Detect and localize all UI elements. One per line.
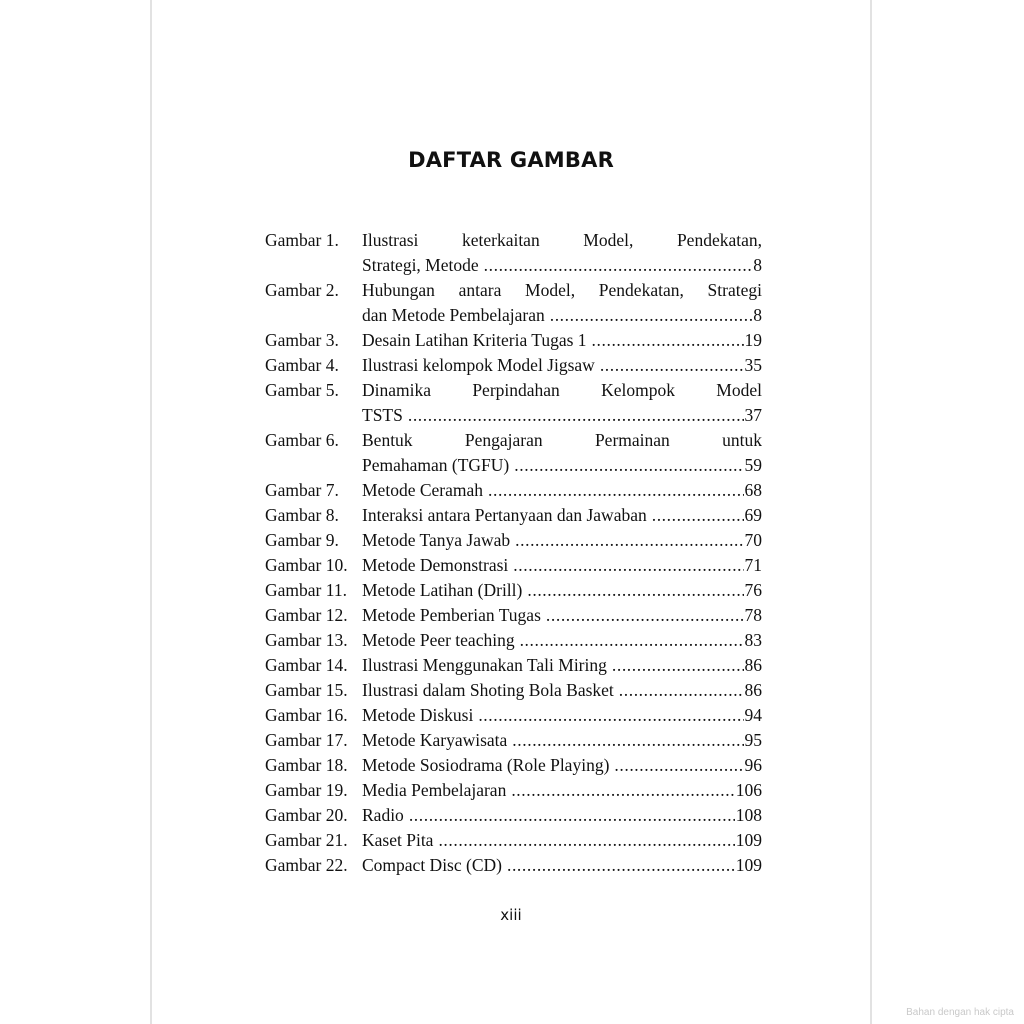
figure-label: Gambar 22. (265, 855, 348, 875)
page-ref: 106 (735, 780, 762, 800)
figure-title-leader-line (362, 553, 762, 578)
figure-title: Media Pembelajaran (362, 780, 507, 800)
dot-leader (515, 528, 743, 553)
figure-title-leader-line (362, 828, 762, 853)
page-number: xiii (500, 906, 522, 924)
figure-title-word: Pendekatan, (676, 230, 762, 250)
figure-title: Metode Karyawisata (362, 730, 508, 750)
page-ref: 8 (753, 305, 762, 325)
figure-title: Compact Disc (CD) (362, 855, 502, 875)
figure-title-word: Pendekatan, (598, 280, 684, 300)
figure-title-leader-line (362, 528, 762, 553)
dot-leader (514, 453, 743, 478)
figure-title-first-line (362, 278, 762, 303)
figure-title-word: Hubungan (362, 280, 435, 300)
figure-title-first-line (362, 378, 762, 403)
dot-leader (408, 403, 744, 428)
dot-leader (484, 253, 753, 278)
figure-title: Metode Pemberian Tugas (362, 605, 541, 625)
figure-title-leader-line (362, 678, 762, 703)
page-ref: 95 (744, 730, 762, 750)
page-ref: 68 (744, 480, 762, 500)
figure-title-leader-line (362, 353, 762, 378)
figure-title-word: Model (716, 380, 762, 400)
figure-label: Gambar 2. (265, 280, 339, 300)
figure-title: Metode Tanya Jawab (362, 530, 511, 550)
page-ref: 69 (744, 505, 762, 525)
figure-title-word: Strategi (707, 280, 762, 300)
figure-title-leader-line (362, 628, 762, 653)
figure-label: Gambar 19. (265, 780, 348, 800)
page-ref: 70 (744, 530, 762, 550)
dot-leader (409, 803, 735, 828)
figure-label: Gambar 15. (265, 680, 348, 700)
figure-title-leader-line (362, 653, 762, 678)
watermark: Bahan dengan hak cipta (906, 1007, 1014, 1018)
page-ref: 86 (744, 680, 762, 700)
figure-title-word: antara (458, 280, 502, 300)
figure-title: Metode Ceramah (362, 480, 483, 500)
figure-title-word: untuk (722, 430, 762, 450)
figure-label: Gambar 13. (265, 630, 348, 650)
figure-title-first-line (362, 228, 762, 253)
figure-label: Gambar 3. (265, 330, 339, 350)
figure-title-leader-line (362, 503, 762, 528)
figure-label: Gambar 9. (265, 530, 339, 550)
dot-leader (488, 478, 744, 503)
figure-title: Metode Diskusi (362, 705, 474, 725)
figure-label: Gambar 16. (265, 705, 348, 725)
page-ref: 96 (744, 755, 762, 775)
figure-title: Ilustrasi kelompok Model Jigsaw (362, 355, 595, 375)
figure-title-word: Dinamika (362, 380, 432, 400)
page-ref: 109 (735, 830, 762, 850)
dot-leader (612, 653, 744, 678)
figure-label: Gambar 7. (265, 480, 339, 500)
figure-title: Metode Latihan (Drill) (362, 580, 523, 600)
figure-label: Gambar 6. (265, 430, 339, 450)
page-ref: 59 (744, 455, 762, 475)
dot-leader (478, 703, 743, 728)
figure-title-leader-line (362, 303, 762, 328)
figure-title-leader-line (362, 728, 762, 753)
page-ref: 8 (753, 255, 762, 275)
figure-label: Gambar 18. (265, 755, 348, 775)
document-page (150, 0, 872, 1024)
figure-title-leader-line (362, 578, 762, 603)
figure-label: Gambar 14. (265, 655, 348, 675)
page-ref: 19 (744, 330, 762, 350)
figure-label: Gambar 10. (265, 555, 348, 575)
figure-label: Gambar 21. (265, 830, 348, 850)
figure-label: Gambar 20. (265, 805, 348, 825)
figure-title: dan Metode Pembelajaran (362, 305, 545, 325)
dot-leader (507, 853, 735, 878)
dot-leader (512, 728, 743, 753)
figure-label: Gambar 17. (265, 730, 348, 750)
page-ref: 71 (744, 555, 762, 575)
figure-title-leader-line (362, 703, 762, 728)
figure-title-word: keterkaitan (461, 230, 540, 250)
figure-label: Gambar 4. (265, 355, 339, 375)
figure-title-leader-line (362, 478, 762, 503)
figure-title-word: Bentuk (362, 430, 413, 450)
figure-title-word: Model, (525, 280, 576, 300)
dot-leader (614, 753, 743, 778)
dot-leader (546, 603, 744, 628)
page-ref: 78 (744, 605, 762, 625)
dot-leader (527, 578, 743, 603)
page-title: DAFTAR GAMBAR (408, 148, 614, 172)
figure-title-leader-line (362, 753, 762, 778)
figure-title: Radio (362, 805, 404, 825)
dot-leader (520, 628, 744, 653)
figure-label: Gambar 5. (265, 380, 339, 400)
dot-leader (619, 678, 744, 703)
figure-title: Metode Sosiodrama (Role Playing) (362, 755, 610, 775)
figure-title: Interaksi antara Pertanyaan dan Jawaban (362, 505, 647, 525)
figure-title-first-line (362, 428, 762, 453)
page-ref: 86 (744, 655, 762, 675)
figure-label: Gambar 8. (265, 505, 339, 525)
figure-title-leader-line (362, 778, 762, 803)
figure-title-leader-line (362, 403, 762, 428)
figure-title: Pemahaman (TGFU) (362, 455, 510, 475)
figure-label: Gambar 12. (265, 605, 348, 625)
dot-leader (592, 328, 744, 353)
dot-leader (513, 553, 743, 578)
figure-title-leader-line (362, 603, 762, 628)
figure-title: Metode Demonstrasi (362, 555, 509, 575)
page-ref: 37 (744, 405, 762, 425)
figure-title: Ilustrasi dalam Shoting Bola Basket (362, 680, 614, 700)
page-ref: 109 (735, 855, 762, 875)
figure-title-word: Permainan (594, 430, 670, 450)
figure-title-leader-line (362, 328, 762, 353)
figure-title-leader-line (362, 253, 762, 278)
figure-title-word: Model, (583, 230, 634, 250)
figure-title: Strategi, Metode (362, 255, 479, 275)
figure-title: Ilustrasi Menggunakan Tali Miring (362, 655, 607, 675)
dot-leader (652, 503, 744, 528)
figure-title-word: Ilustrasi (362, 230, 419, 250)
figure-title: Kaset Pita (362, 830, 434, 850)
figure-title-word: Kelompok (601, 380, 675, 400)
figure-title-leader-line (362, 853, 762, 878)
figure-title-leader-line (362, 453, 762, 478)
dot-leader (511, 778, 734, 803)
dot-leader (438, 828, 734, 853)
figure-title-word: Perpindahan (472, 380, 560, 400)
figure-label: Gambar 11. (265, 580, 347, 600)
figure-title-word: Pengajaran (464, 430, 543, 450)
page-ref: 94 (744, 705, 762, 725)
figure-label: Gambar 1. (265, 230, 339, 250)
dot-leader (550, 303, 753, 328)
figure-title-leader-line (362, 803, 762, 828)
page-ref: 83 (744, 630, 762, 650)
figure-title: Metode Peer teaching (362, 630, 515, 650)
page-ref: 76 (744, 580, 762, 600)
figure-title: TSTS (362, 405, 403, 425)
figure-title: Desain Latihan Kriteria Tugas 1 (362, 330, 587, 350)
page-ref: 108 (735, 805, 762, 825)
dot-leader (600, 353, 744, 378)
page-ref: 35 (744, 355, 762, 375)
